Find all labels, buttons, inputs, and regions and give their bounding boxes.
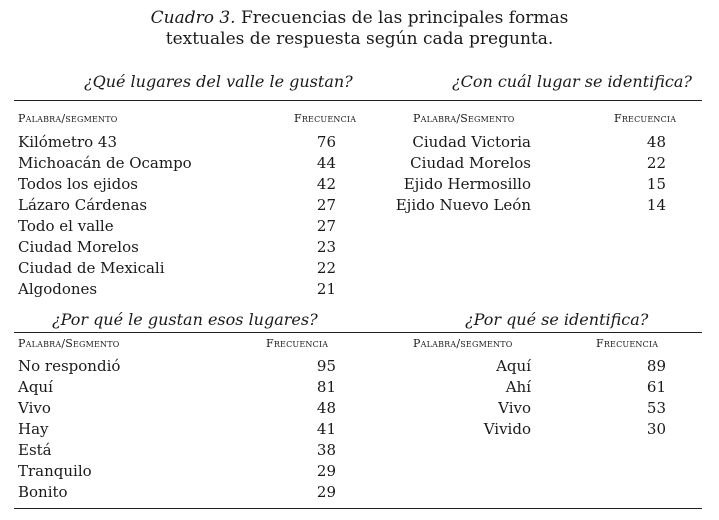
bottom-rule bbox=[14, 508, 702, 509]
table-4-col-word: Palabra/segmento bbox=[413, 337, 513, 350]
table-3-row-4-word: Hay bbox=[18, 420, 49, 438]
table-4-col-freq: Frecuencia bbox=[596, 337, 659, 350]
middle-rule bbox=[14, 332, 702, 333]
table-1-row-7-word: Ciudad de Mexicali bbox=[18, 259, 165, 277]
table-1-row-4-word: Lázaro Cárdenas bbox=[18, 196, 148, 214]
table-4-row-4-word: Vivido bbox=[483, 420, 531, 438]
caption-text-1: Frecuencias de las principales formas bbox=[235, 8, 569, 28]
table-3-row-4-freq: 41 bbox=[316, 420, 336, 438]
table-3-row-2-word: Aquí bbox=[18, 378, 53, 396]
table-1-row-3-word: Todos los ejidos bbox=[18, 175, 138, 193]
table-3-row-3-freq: 48 bbox=[316, 399, 336, 417]
table-3-row-7-word: Bonito bbox=[18, 483, 68, 501]
table-3-row-2-freq: 81 bbox=[316, 378, 336, 396]
table-1-row-1-freq: 76 bbox=[316, 133, 336, 151]
table-2-col-word: Palabra/Segmento bbox=[413, 112, 515, 125]
table-caption bbox=[0, 8, 719, 50]
table-3-row-1-word: No respondió bbox=[18, 357, 121, 375]
table-3-row-6-word: Tranquilo bbox=[18, 462, 92, 480]
table-1-row-5-word: Todo el valle bbox=[18, 217, 114, 235]
table-3-row-3-word: Vivo bbox=[18, 399, 51, 417]
table-3-col-word: Palabra/Segmento bbox=[18, 337, 120, 350]
table-1-row-6-word: Ciudad Morelos bbox=[18, 238, 139, 256]
table-1-row-6-freq: 23 bbox=[316, 238, 336, 256]
table-3-title: ¿Por qué le gustan esos lugares? bbox=[52, 310, 318, 329]
table-1-row-2-word: Michoacán de Ocampo bbox=[18, 154, 192, 172]
table-1-row-8-word: Algodones bbox=[18, 280, 98, 298]
table-2-title: ¿Con cuál lugar se identifica? bbox=[452, 72, 692, 91]
table-1-row-5-freq: 27 bbox=[316, 217, 336, 235]
caption-label: Cuadro 3. bbox=[150, 8, 236, 28]
table-2-row-4-freq: 14 bbox=[646, 196, 666, 214]
table-2-col-freq: Frecuencia bbox=[614, 112, 677, 125]
table-3-row-5-word: Está bbox=[18, 441, 52, 459]
table-4-row-4-freq: 30 bbox=[646, 420, 666, 438]
table-3-row-6-freq: 29 bbox=[316, 462, 336, 480]
table-4-row-1-freq: 89 bbox=[646, 357, 666, 375]
table-1-col-freq: Frecuencia bbox=[294, 112, 357, 125]
table-3-col-freq: Frecuencia bbox=[266, 337, 329, 350]
table-4-row-1-word: Aquí bbox=[496, 357, 531, 375]
top-rule bbox=[14, 100, 702, 101]
table-1-row-2-freq: 44 bbox=[316, 154, 336, 172]
table-1-row-1-word: Kilómetro 43 bbox=[18, 133, 118, 151]
table-3-row-7-freq: 29 bbox=[316, 483, 336, 501]
table-4-row-2-word: Ahí bbox=[505, 378, 531, 396]
table-1-row-4-freq: 27 bbox=[316, 196, 336, 214]
table-1-row-7-freq: 22 bbox=[316, 259, 336, 277]
table-2-row-2-word: Ciudad Morelos bbox=[410, 154, 531, 172]
table-3-row-5-freq: 38 bbox=[316, 441, 336, 459]
table-4-row-3-word: Vivo bbox=[498, 399, 531, 417]
table-2-row-3-word: Ejido Hermosillo bbox=[403, 175, 531, 193]
table-2-row-3-freq: 15 bbox=[646, 175, 666, 193]
table-4-row-2-freq: 61 bbox=[646, 378, 666, 396]
table-2-row-1-freq: 48 bbox=[646, 133, 666, 151]
table-2-row-1-word: Ciudad Victoria bbox=[412, 133, 531, 151]
table-4-row-3-freq: 53 bbox=[646, 399, 666, 417]
table-2-row-4-word: Ejido Nuevo León bbox=[395, 196, 531, 214]
table-3-row-1-freq: 95 bbox=[316, 357, 336, 375]
table-1-col-word: Palabra/segmento bbox=[18, 112, 118, 125]
table-1-title: ¿Qué lugares del valle le gustan? bbox=[84, 72, 353, 91]
table-4-title: ¿Por qué se identifica? bbox=[465, 310, 649, 329]
table-1-row-8-freq: 21 bbox=[316, 280, 336, 298]
table-2-row-2-freq: 22 bbox=[646, 154, 666, 172]
caption-line-1 bbox=[0, 8, 719, 29]
caption-line-2: textuales de respuesta según cada pregunta. bbox=[165, 29, 554, 49]
table-1-row-3-freq: 42 bbox=[316, 175, 336, 193]
